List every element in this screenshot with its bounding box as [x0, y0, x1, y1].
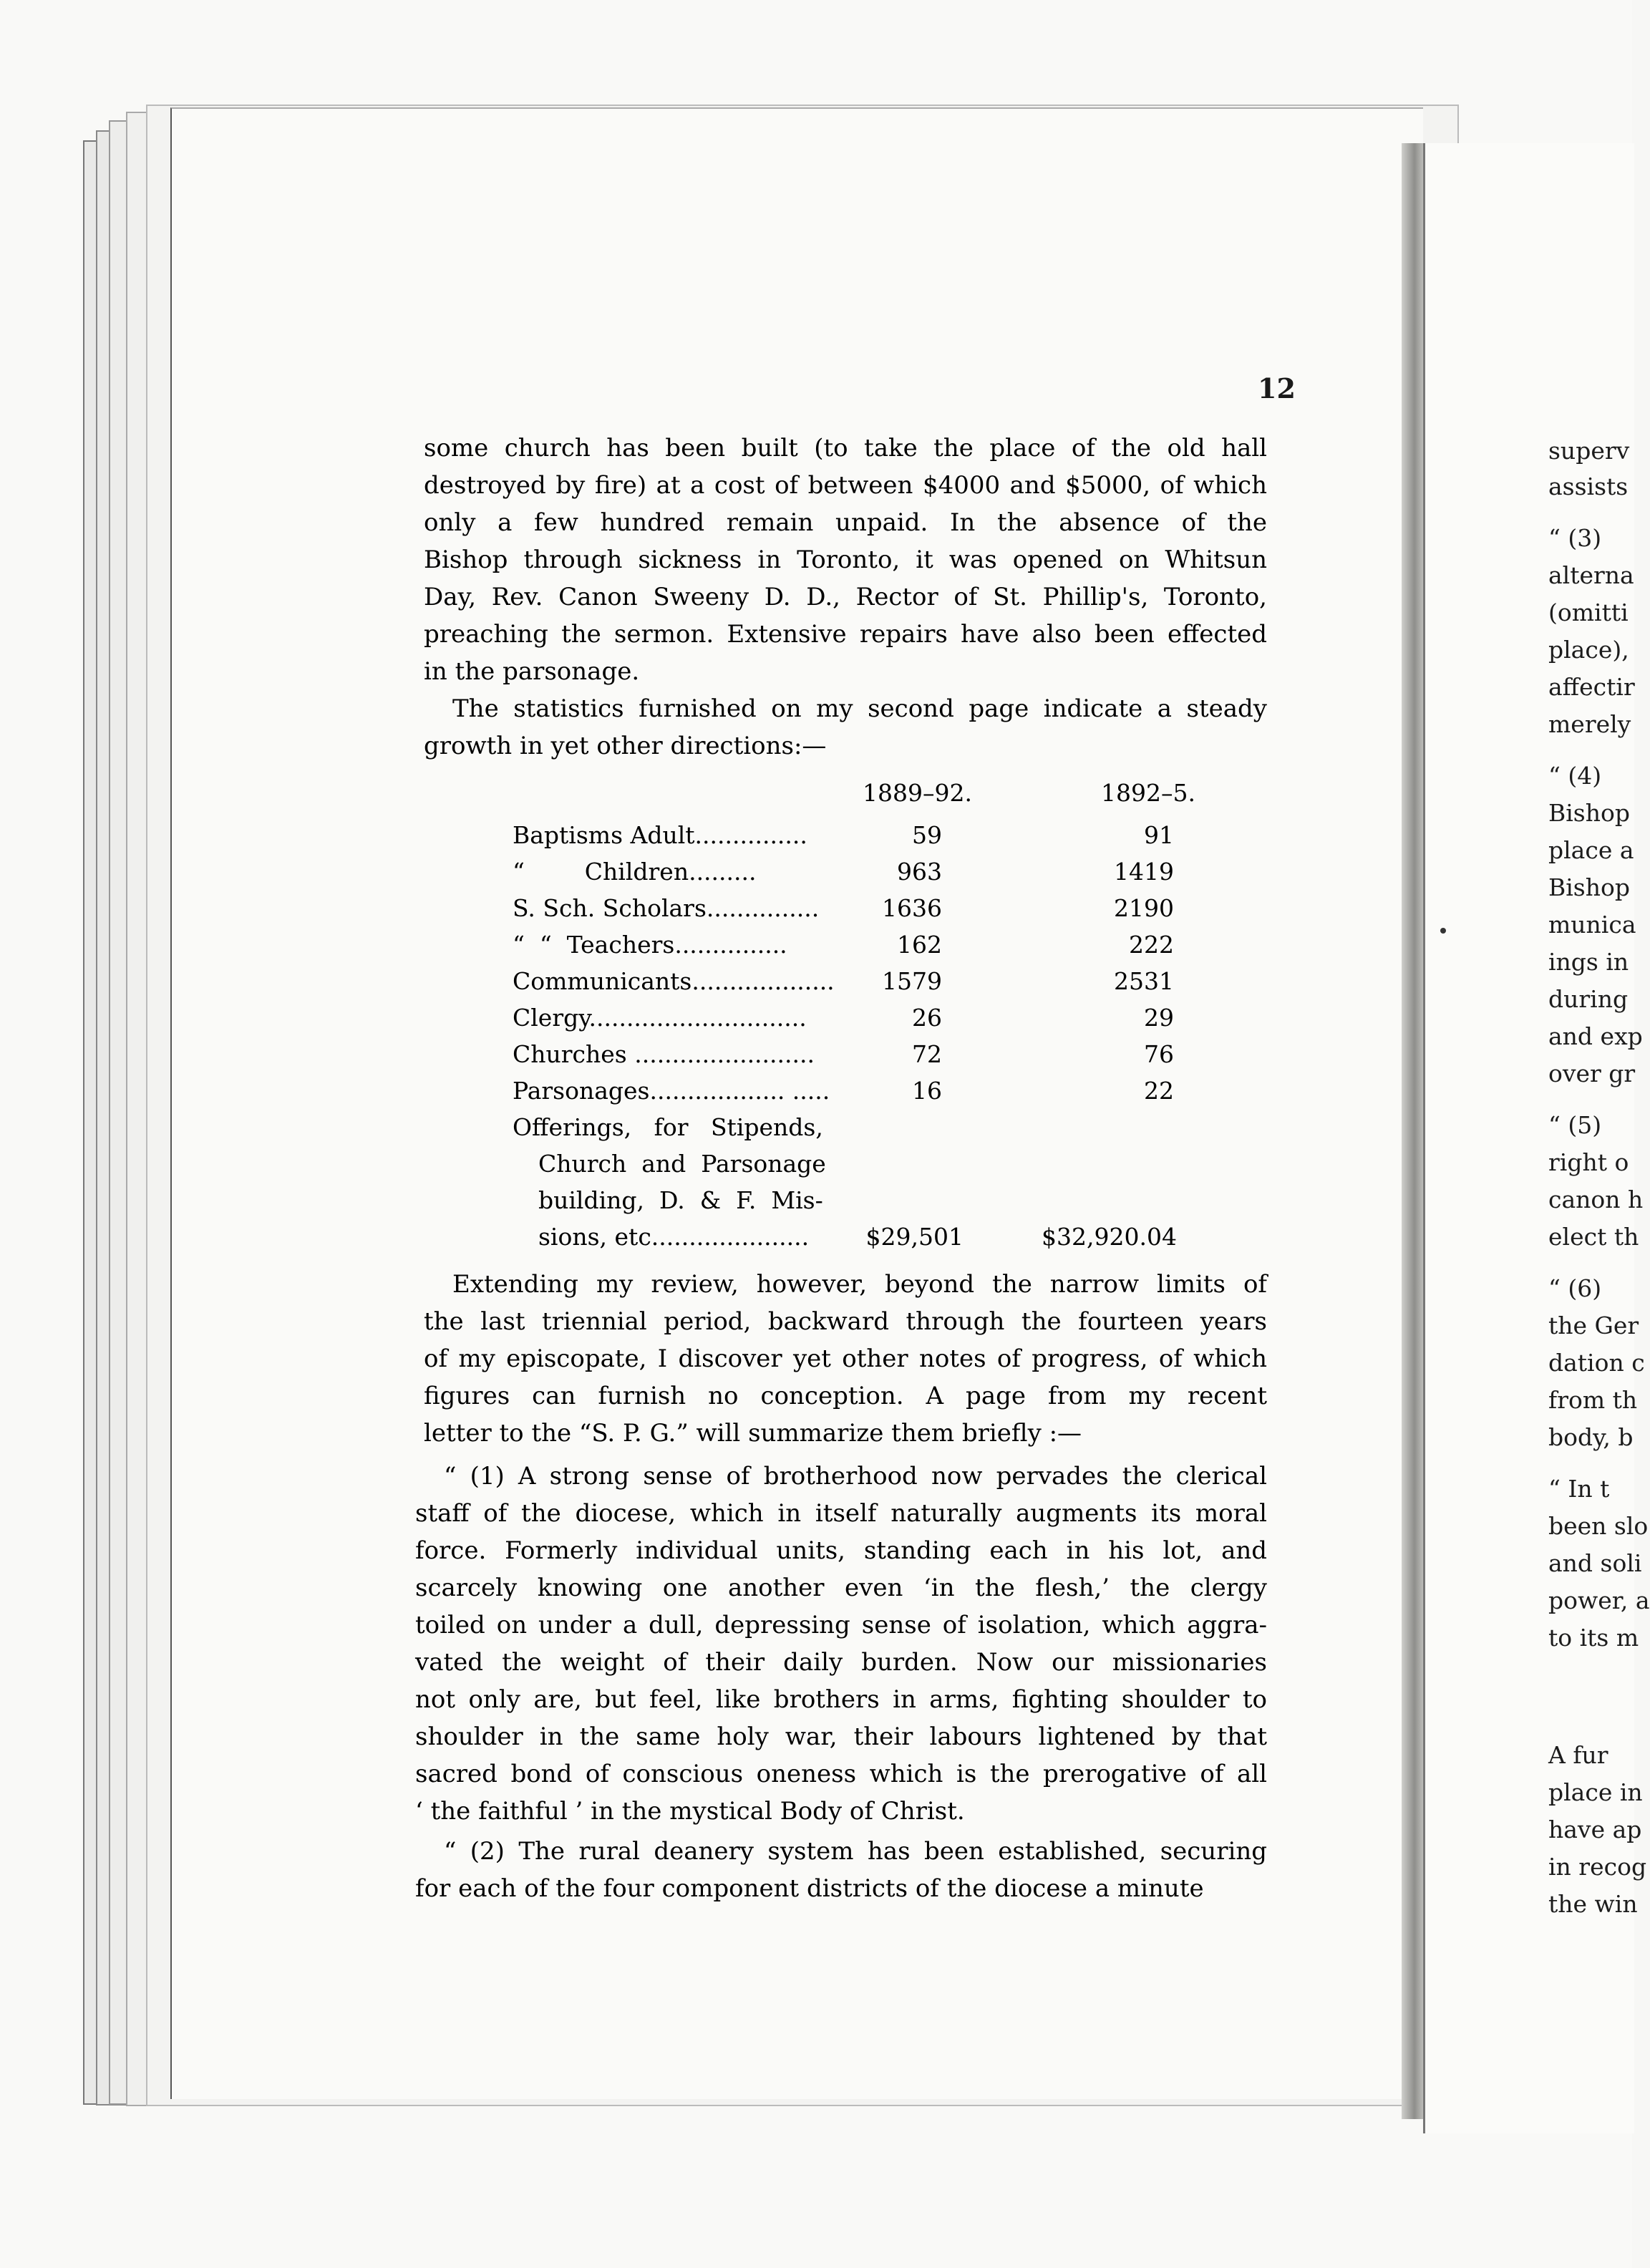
facing-page-fragment: been slo	[1548, 1512, 1649, 1540]
offerings-label-line: Offerings, for Stipends,	[513, 1113, 823, 1141]
paragraph-church-building	[424, 430, 1267, 690]
text-line: “ (2) The rural deanery system has been established, securing	[444, 1837, 1267, 1866]
stat-value-1892-5: 29	[1144, 1004, 1174, 1032]
ink-speck	[1440, 928, 1446, 934]
book-gutter	[1402, 143, 1423, 2119]
facing-page-fragment: “ (4)	[1548, 762, 1602, 790]
text-line: preaching the sermon. Extensive repairs have also been effected	[424, 620, 1267, 649]
stat-label: “ “ Teachers...............	[513, 931, 787, 959]
facing-page-fragment: assists	[1548, 472, 1629, 500]
stat-label: Communicants...................	[513, 967, 835, 995]
stat-value-1892-5: 2190	[1114, 894, 1174, 922]
facing-page-fragment: from th	[1548, 1386, 1638, 1414]
paragraph-statistics-intro	[424, 690, 1267, 765]
stat-label: “ Children.........	[513, 858, 757, 886]
text-line: The statistics furnished on my second page indicate a steady	[452, 694, 1267, 723]
stat-value-1892-5: 1419	[1114, 858, 1174, 886]
facing-page-fragment: elect th	[1548, 1223, 1639, 1251]
facing-page-fragment: superv	[1548, 437, 1630, 465]
stat-value-1892-5: 2531	[1114, 967, 1174, 995]
facing-page-fragment: “ (5)	[1548, 1111, 1602, 1139]
text-line: Extending my review, however, beyond the narrow limits of	[452, 1270, 1267, 1299]
facing-page-fragment: merely	[1548, 710, 1631, 738]
facing-page-fragment: affectir	[1548, 673, 1635, 701]
offerings-value-1892-5: $32,920.04	[1042, 1223, 1177, 1251]
column-header-1889-92: 1889–92.	[863, 779, 972, 807]
text-line: figures can furnish no conception. A page from my recent	[424, 1382, 1267, 1410]
facing-page-fragment: and exp	[1548, 1022, 1643, 1050]
text-line: sacred bond of conscious oneness which is the prerogative of all	[415, 1760, 1267, 1788]
facing-page-fragment: “ In t	[1548, 1475, 1610, 1503]
facing-page-fragment: place in	[1548, 1778, 1643, 1806]
facing-page-fragment: Bishop	[1548, 799, 1630, 827]
stat-value-1889-92: 963	[897, 858, 942, 886]
facing-page-fragment: alterna	[1548, 561, 1634, 589]
facing-page-fragment: right o	[1548, 1148, 1629, 1176]
text-line: in the parsonage.	[424, 657, 640, 686]
facing-page-fragment: have ap	[1548, 1816, 1642, 1843]
stat-label: S. Sch. Scholars...............	[513, 894, 820, 922]
stat-label: Churches ........................	[513, 1040, 815, 1068]
stat-value-1889-92: 59	[912, 821, 942, 849]
stat-label: Clergy.............................	[513, 1004, 807, 1032]
offerings-label-line: Church and Parsonage	[538, 1150, 826, 1178]
stat-value-1892-5: 22	[1144, 1077, 1174, 1105]
text-line: some church has been built (to take the place of the old hall	[424, 434, 1267, 462]
facing-page-fragment: in recog	[1548, 1853, 1647, 1881]
paragraph-review	[424, 1266, 1267, 1452]
stat-value-1889-92: 1579	[882, 967, 942, 995]
text-line: vated the weight of their daily burden. Now our missionaries	[415, 1648, 1267, 1677]
column-header-1892-5: 1892–5.	[1101, 779, 1195, 807]
text-line: staff of the diocese, which in itself naturally augments its moral	[415, 1499, 1267, 1528]
text-line: toiled on under a dull, depressing sense of isolation, which aggra-	[415, 1611, 1267, 1639]
facing-page-fragment: Bishop	[1548, 873, 1630, 901]
stat-value-1892-5: 91	[1144, 821, 1174, 849]
stat-value-1892-5: 76	[1144, 1040, 1174, 1068]
stat-label: Parsonages.................. .....	[513, 1077, 830, 1105]
facing-page-fragment: “ (3)	[1548, 524, 1602, 552]
text-line: force. Formerly individual units, standing each in his lot, and	[415, 1536, 1267, 1565]
facing-page-fragment: (omitti	[1548, 598, 1629, 626]
facing-page-fragment: ings in	[1548, 948, 1629, 976]
facing-page-fragment: dation c	[1548, 1349, 1645, 1377]
text-line: for each of the four component districts of the diocese a minute	[415, 1874, 1204, 1903]
stat-value-1889-92: 26	[912, 1004, 942, 1032]
paragraph-brotherhood	[415, 1458, 1267, 1830]
text-line: ‘ the faithful ’ in the mystical Body of Christ.	[415, 1797, 965, 1826]
facing-page-fragment: the win	[1548, 1890, 1638, 1918]
facing-page-fragment: during	[1548, 985, 1629, 1013]
facing-page-fragment: body, b	[1548, 1423, 1634, 1451]
text-line: the last triennial period, backward through the fourteen years	[424, 1307, 1267, 1336]
facing-page-fragment: to its m	[1548, 1624, 1639, 1652]
facing-page-fragment: and soli	[1548, 1549, 1642, 1577]
paragraph-rural-deanery	[415, 1833, 1267, 1907]
page-number: 12	[1258, 372, 1296, 404]
text-line: shoulder in the same holy war, their labours lightened by that	[415, 1722, 1267, 1751]
facing-page-fragment: over gr	[1548, 1060, 1636, 1087]
stat-value-1889-92: 16	[912, 1077, 942, 1105]
facing-page-fragment: A fur	[1548, 1741, 1608, 1769]
facing-page-fragment: place a	[1548, 836, 1634, 864]
text-line: scarcely knowing one another even ‘in the flesh,’ the clergy	[415, 1574, 1267, 1602]
stat-value-1889-92: 72	[912, 1040, 942, 1068]
facing-page-fragment: “ (6)	[1548, 1274, 1602, 1302]
text-line: not only are, but feel, like brothers in arms, fighting shoulder to	[415, 1685, 1267, 1714]
right-page	[1423, 143, 1650, 2133]
facing-page-fragment: canon h	[1548, 1186, 1644, 1213]
facing-page-fragment: the Ger	[1548, 1312, 1639, 1339]
stat-value-1889-92: 162	[897, 931, 942, 959]
text-line: Day, Rev. Canon Sweeny D. D., Rector of St. Phillip's, Toronto,	[424, 583, 1267, 611]
facing-page-fragment: place),	[1548, 636, 1629, 664]
offerings-label-line: building, D. & F. Mis-	[538, 1186, 823, 1214]
stat-value-1892-5: 222	[1129, 931, 1174, 959]
text-line: growth in yet other directions:—	[424, 732, 827, 760]
facing-page-fragment: power, a	[1548, 1586, 1650, 1614]
text-line: “ (1) A strong sense of brotherhood now pervades the clerical	[444, 1462, 1267, 1491]
offerings-value-1889-92: $29,501	[865, 1223, 964, 1251]
text-line: only a few hundred remain unpaid. In the absence of the	[424, 508, 1267, 537]
text-line: Bishop through sickness in Toronto, it was opened on Whitsun	[424, 546, 1267, 574]
stat-value-1889-92: 1636	[882, 894, 942, 922]
stat-label: Baptisms Adult...............	[513, 821, 807, 849]
facing-page-fragment: munica	[1548, 911, 1636, 939]
text-line: letter to the “S. P. G.” will summarize them briefly :—	[424, 1419, 1082, 1448]
text-line: of my episcopate, I discover yet other notes of progress, of which	[424, 1344, 1267, 1373]
text-line: destroyed by fire) at a cost of between $4000 and $5000, of which	[424, 471, 1267, 500]
offerings-label-line: sions, etc.....................	[538, 1223, 810, 1251]
